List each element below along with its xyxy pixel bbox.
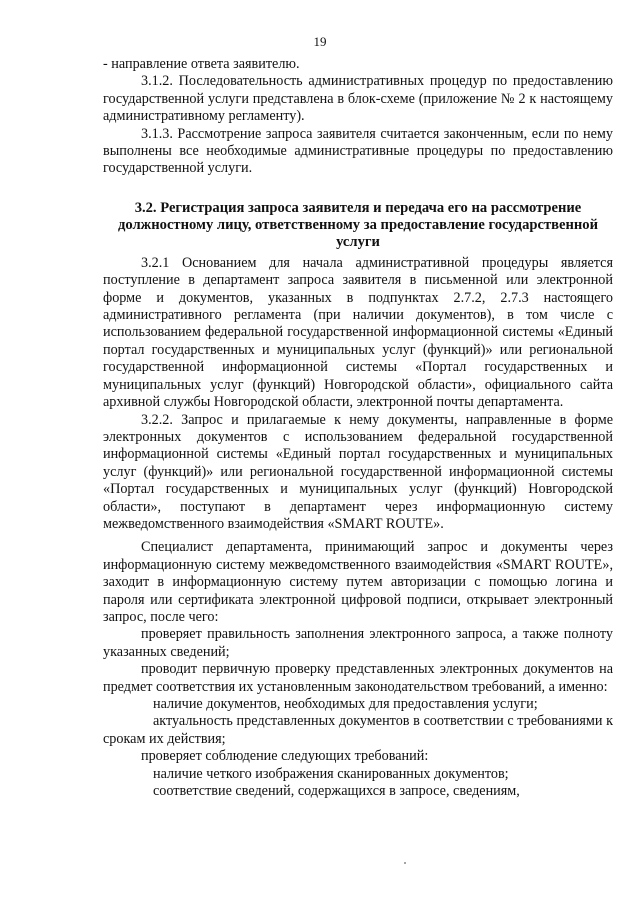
paragraph-documents-presence: наличие документов, необходимых для предоставления услуги; — [153, 696, 538, 712]
paragraph-answer-direction: - направление ответа заявителю. — [103, 56, 300, 72]
paragraph-3-2-1: 3.2.1 Основанием для начала административной процедуры является поступление в департамент запроса заявителя в письменной или электронной форме и документов, указанных в подпунктах 2.7.2, 2.7.3 настоящего административного регламента (при наличии документов), в том числе с использованием федеральной государственной информационной системы «Единый портал государственных и муниципальных услуг (функций)» или региональной государственной информационной системы «Портал государственных и муниципальных услуг (функций) Новгородской области», официального сайта архивной службы Новгородской области, электронной почты департамента. — [103, 254, 613, 411]
paragraph-3-1-3: 3.1.3. Рассмотрение запроса заявителя считается законченным, если по нему выполнены все необходимые административные процедуры по предоставлению государственной услуги. — [103, 125, 613, 177]
document-body — [103, 56, 613, 800]
section-heading-3-2: 3.2. Регистрация запроса заявителя и передача его на рассмотрение должностному лицу, ответственному за предоставление государственной услуги — [117, 199, 599, 250]
page-number: 19 — [313, 34, 327, 49]
paragraph-primary-check: проводит первичную проверку представленных электронных документов на предмет соответствия их установленным законодательством требований, а именно: — [103, 661, 613, 695]
paragraph-3-1-2: 3.1.2. Последовательность административных процедур по предоставлению государственной услуги представлена в блок-схеме (приложение № 2 к настоящему административному регламенту). — [103, 73, 613, 125]
paragraph-3-2-2: 3.2.2. Запрос и прилагаемые к нему документы, направленные в форме электронных документов с использованием федеральной государственной информационной системы «Единый портал государственных и муниципальных услуг (функций)» или региональной государственной информационной системы «Портал государственных и муниципальных услуг (функций) Новгородской области», поступают в департамент через информационную систему межведомственного взаимодействия «SMART ROUTE». — [103, 411, 613, 532]
paragraph-documents-relevance: актуальность представленных документов в соответствии с требованиями к срокам их действия; — [103, 713, 613, 747]
paragraph-checks-correctness: проверяет правильность заполнения электронного запроса, а также полноту указанных сведений; — [103, 626, 613, 660]
paragraph-clear-image: наличие четкого изображения сканированных документов; — [153, 765, 509, 782]
paragraph-specialist: Специалист департамента, принимающий запрос и документы через информационную систему межведомственного взаимодействия «SMART ROUTE», заходит в информационную систему путем авторизации с помощью логина и пароля или сертификата электронной цифровой подписи, открывает электронный запрос, после чего: — [103, 539, 613, 625]
paragraph-checks-requirements: проверяет соблюдение следующих требований: — [141, 748, 429, 765]
paragraph-data-correspondence: соответствие сведений, содержащихся в запросе, сведениям, — [153, 783, 520, 800]
scan-speck — [404, 862, 406, 864]
